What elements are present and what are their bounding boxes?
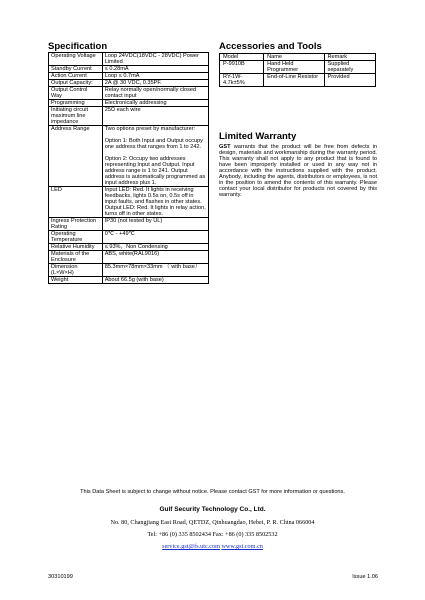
spec-key: Output Capacity: <box>49 80 103 87</box>
spec-value-line: About 66.5g (with base) <box>104 277 164 283</box>
spec-value-line: Output LED: Red. It lights in relay action, turns off in other states. <box>104 205 206 217</box>
spec-value <box>102 231 208 244</box>
spec-value <box>102 244 208 251</box>
spec-value <box>102 87 208 100</box>
spec-value-line: Relay normally open/normally closed contact input <box>104 87 197 99</box>
spec-key: Ingress Protection Rating <box>49 218 103 231</box>
specification-table <box>48 52 209 284</box>
accessory-row <box>220 74 376 87</box>
spec-value-line: Loop 24VDC(18VDC - 28VDC) Power Limited <box>104 53 199 65</box>
spec-value <box>102 73 208 80</box>
spec-value <box>102 277 208 284</box>
spec-row <box>49 277 209 284</box>
accessory-remark: Provided <box>324 74 375 87</box>
spec-row <box>49 218 209 231</box>
accessories-table <box>219 53 376 87</box>
spec-value <box>102 80 208 87</box>
spec-value-line: Loop ≤ 0.7mA <box>104 73 140 79</box>
accessory-name: Hand Held Programmer <box>264 61 324 74</box>
spec-value-line: 0℃ - +49℃ <box>104 231 135 237</box>
spec-value <box>102 66 208 73</box>
column-header-remark: Remark <box>324 54 375 61</box>
spec-key: Output Control Way <box>49 87 103 100</box>
spec-row <box>49 100 209 107</box>
spec-key: Relative Humidity <box>49 244 103 251</box>
accessory-row <box>220 61 376 74</box>
spec-key: Initiating circuit maximum line impedance <box>49 107 103 126</box>
email-link[interactable]: service.gst@fs.utc.com <box>162 543 220 550</box>
spec-value <box>102 264 208 277</box>
accessory-name: End-of-Line Resistor <box>264 74 324 87</box>
document-number: 30310199 <box>48 574 73 580</box>
accessory-remark: Supplied separately <box>324 61 375 74</box>
warranty-paragraph <box>219 144 377 198</box>
issue-number: Issue 1.06 <box>352 574 378 580</box>
spec-row <box>49 73 209 80</box>
company-name: Gulf Security Technology Co., Ltd. <box>159 506 266 513</box>
accessory-model: RY-1W-4.7k±5% <box>220 74 264 87</box>
spec-value-line: 85.3mm×78mm×33mm （ with base） <box>104 264 201 270</box>
spec-value-line: 2A @ 30 VDC, 0.35PF. <box>104 80 162 86</box>
spec-key: Operating Voltage <box>49 53 103 66</box>
spec-value-line: Input LED: Red. It lights in receiving feedbacks, lights 0.5s on, 0.5s off in input faults, and flashes in other states. <box>104 187 202 205</box>
spec-row <box>49 53 209 66</box>
warranty-heading: Limited Warranty <box>219 131 297 142</box>
spec-value <box>102 100 208 107</box>
spec-value-line: Option 1: Both Input and Output occupy one address that ranges from 1 to 242. <box>104 138 203 150</box>
spec-key: Action Current <box>49 73 103 80</box>
spec-value <box>102 107 208 126</box>
spec-key: Weight <box>49 277 103 284</box>
specification-table-body <box>49 53 209 284</box>
spec-key: Materials of the Enclosure <box>49 251 103 264</box>
spec-key: LED <box>49 187 103 218</box>
spec-row <box>49 107 209 126</box>
spec-value <box>102 187 208 218</box>
spec-row <box>49 187 209 218</box>
company-phone-fax: Tel: +86 (0) 335 8502434 Fax: +86 (0) 335 8502532 <box>147 531 278 538</box>
spec-row <box>49 80 209 87</box>
spec-row <box>49 87 209 100</box>
website-link[interactable]: www.gst.com.cn <box>221 543 263 550</box>
warranty-text: warrants that the product will be free from defects in design, materials and workmanship during the warranty period. This warranty shall not apply to any product that is found to have been improperly installed or used in any way not in accordance with the instructions supplied with the product. Anybody, including the agents, distributors or employees, is not in the position to amend the contents of this warranty. Please contact your local distributor for products not covered by this warranty. <box>219 144 378 198</box>
column-header-model: Model <box>220 54 264 61</box>
spec-value <box>102 251 208 264</box>
spec-row <box>49 251 209 264</box>
spec-key: Programming <box>49 100 103 107</box>
contact-links <box>0 543 425 550</box>
spec-row <box>49 126 209 187</box>
spec-value-line: 25Ω each wire <box>104 107 141 113</box>
company-address: No. 80, Changjiang East Road, QETDZ, Qinhuangdao, Hebei, P. R. China 066004 <box>110 519 315 526</box>
spec-value <box>102 126 208 187</box>
spec-row <box>49 66 209 73</box>
spec-value-line: ≤ 0.28mA <box>104 66 129 72</box>
spec-value-line: ABS, white(RAL9016) <box>104 251 160 257</box>
spec-value-line: Option 2: Occupy two addresses representing Input and Output. Input address range is 1 to 241. Output address is automatically programmed as input address plus 1. <box>104 156 206 186</box>
accessory-model: P-9910B <box>220 61 264 74</box>
spec-row <box>49 231 209 244</box>
spec-value <box>102 53 208 66</box>
spec-value <box>102 218 208 231</box>
spec-value-line: IP30 (not tested by UL) <box>104 218 163 224</box>
accessories-heading: Accessories and Tools <box>219 41 322 52</box>
spec-value-line: Two options preset by manufacturer: <box>104 126 196 132</box>
accessories-header-row <box>220 54 376 61</box>
specification-heading: Specification <box>48 41 108 52</box>
spec-key: Address Range <box>49 126 103 187</box>
spec-row <box>49 264 209 277</box>
spec-value-line: ≤ 93%，Non Condensing <box>104 244 168 250</box>
spec-row <box>49 244 209 251</box>
spec-key: Dimension (L×W×H) <box>49 264 103 277</box>
spec-key: Operating Temperature <box>49 231 103 244</box>
column-header-name: Name <box>264 54 324 61</box>
warranty-brand: GST <box>219 144 231 150</box>
disclaimer-text: This Data Sheet is subject to change without notice. Please contact GST for more information or questions. <box>80 489 345 495</box>
spec-value-line: Electronically addressing <box>104 100 167 106</box>
spec-key: Standby Current <box>49 66 103 73</box>
